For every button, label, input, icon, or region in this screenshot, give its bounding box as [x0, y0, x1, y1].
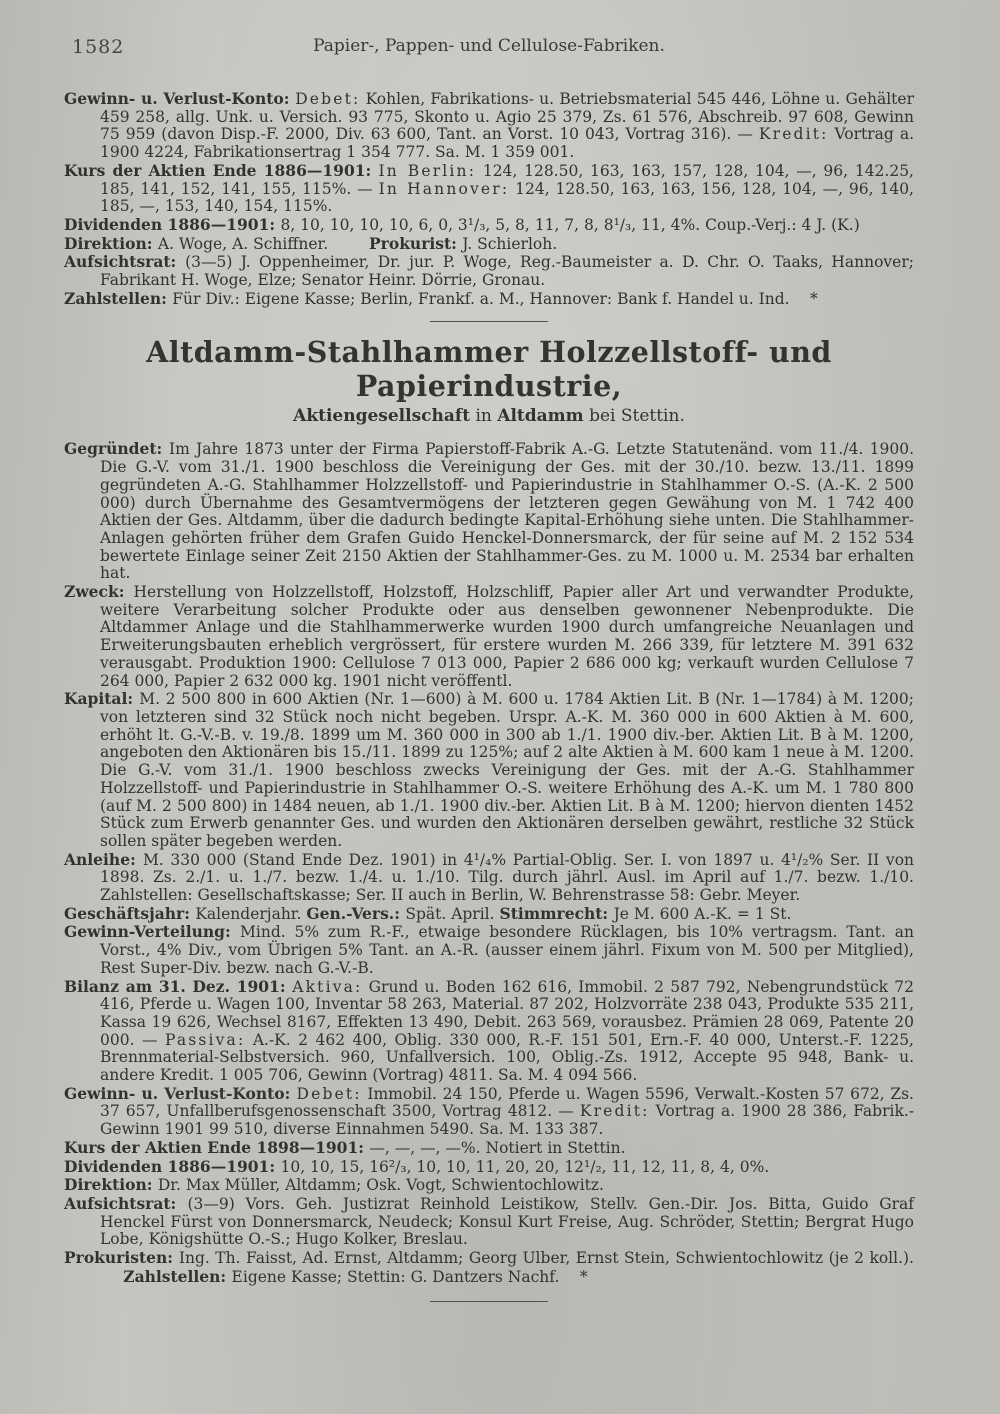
- paragraph-gewinn-verlust-konto: Gewinn- u. Verlust-Konto: Debet: Immobil. 24 150, Pferde u. Wagen 5596, Verwalt.-Kosten 57 672, Zs. 37 657, Unfallberufsgenossenschaft 3500, Vortrag 4812. — Kredit: Vortrag a. 1900 28 386, Fabrik.-Gewinn 1901 99 510, diverse Einnahmen 5490. Sa. M. 133 387.: [64, 1083, 914, 1139]
- paragraph-gewinn-verlust-konto: Gewinn- u. Verlust-Konto: Debet: Kohlen, Fabrikations- u. Betriebsmaterial 545 446, Löhne u. Gehälter 459 258, allg. Unk. u. Versich. 93 775, Skonto u. Agio 25 379, Zs. 61 576, Abschreib. 97 608, Gewinn 75 959 (davon Disp.-F. 2000, Div. 63 600, Tant. an Vorst. 10 043, Vortrag 316). — Kredit: Vortrag a. 1900 4224, Fabrikationsertrag 1 354 777. Sa. M. 1 359 001.: [64, 89, 914, 162]
- paragraph-prokuristen: Prokuristen: Ing. Th. Faisst, Ad. Ernst, Altdamm; Georg Ulber, Ernst Stein, Schwientochlowitz (je 2 koll.). Zahlstellen: Eigene Kasse; Stettin: G. Dantzers Nachf. *: [64, 1248, 914, 1286]
- paragraph-kapital: Kapital: M. 2 500 800 in 600 Aktien (Nr. 1—600) à M. 600 u. 1784 Aktien Lit. B (Nr. 1—1784) à M. 1200; von letzteren sind 32 Stück noch nicht begeben. Urspr. A.-K. M. 360 000 in 600 Aktien à M. 600, erhöht lt. G.-V.-B. v. 19./8. 1899 um M. 360 000 in 300 ab 1./1. 1900 div.-ber. Aktien Lit. B à M. 1200, angeboten den Aktionären bis 15./11. 1899 zu 125%; auf 2 alte Aktien à M. 600 kam 1 neue à M. 1200. Die G.-V. vom 31./1. 1900 beschloss zwecks Vereinigung der Ges. mit der A.-G. Stahlhammer Holzzellstoff- und Papierindustrie in Stahlhammer O.-S. weitere Erhöhung des A.-K. um M. 1 780 800 (auf M. 2 500 800) in 1484 neuen, ab 1./1. 1900 div.-ber. Aktien Lit. B à M. 1200; hiervon dienten 1452 Stück zum Erwerb genannter Ges. und wurden den Aktionären derselben gewährt, restliche 32 Stück sollen später begeben werden.: [64, 689, 914, 850]
- paragraph-aufsichtsrat: Aufsichtsrat: (3—5) J. Oppenheimer, Dr. jur. P. Woge, Reg.-Baumeister a. D. Chr. O. Taaks, Hannover; Fabrikant H. Woge, Elze; Senator Heinr. Dörrie, Gronau.: [64, 252, 914, 290]
- page-header: [64, 36, 914, 62]
- paragraph-gewinn-verteilung: Gewinn-Verteilung: Mind. 5% zum R.-F., etwaige besondere Rücklagen, bis 10% vertragsm. Tant. an Vorst., 4% Div., vom Übrigen 5% Tant. an A.-R. (ausser einem jährl. Fixum von M. 500 per Mitglied), Rest Super-Div. bezw. nach G.-V.-B.: [64, 922, 914, 977]
- paragraph-anleihe: Anleihe: M. 330 000 (Stand Ende Dez. 1901) in 4¹/₄% Partial-Oblig. Ser. I. von 1897 u. 4¹/₂% Ser. II von 1898. Zs. 2./1. u. 1./7. bezw. 1./4. u. 1./10. Tilg. durch jährl. Ausl. im April auf 1./7. bezw. 1./10. Zahlstellen: Gesellschaftskasse; Ser. II auch in Berlin, W. Behrenstrasse 58: Gebr. Meyer.: [64, 849, 915, 905]
- entry-altdamm-stahlhammer: [64, 335, 914, 1286]
- entry-previous-company: [64, 90, 914, 308]
- company-subtitle: Aktiengesellschaft in Altdamm bei Stettin.: [293, 406, 685, 427]
- paragraph-kurs-der-aktien: Kurs der Aktien Ende 1886—1901: In Berlin: 124, 128.50, 163, 163, 157, 128, 104, —, 96, 142.25, 185, 141, 152, 141, 155, 115%. — In Hannover: 124, 128.50, 163, 163, 156, 128, 104, —, 96, 140, 185, —, 153, 140, 154, 115%.: [64, 160, 914, 216]
- paragraph-zahlstellen: Zahlstellen: Für Div.: Eigene Kasse; Berlin, Frankf. a. M., Hannover: Bank f. Handel u. Ind. *: [64, 288, 818, 308]
- entry-end-rule: [430, 1301, 548, 1302]
- paragraph-gegruendet: Gegründet: Im Jahre 1873 unter der Firma Papierstoff-Fabrik A.-G. Letzte Statutenänd. vom 11./4. 1900. Die G.-V. vom 31./1. 1900 beschloss die Vereinigung der Ges. mit der 30./10. bezw. 13./11. 1899 gegründeten A.-G. Stahlhammer Holzzellstoff- und Papierindustrie in Stahlhammer O.-S. (A.-K. 2 500 000) durch Übernahme des Gesamtvermögens der letzteren gegen Gewähung von M. 1 742 400 Aktien der Ges. Altdamm, über die dadurch bedingte Kapital-Erhöhung siehe unten. Die Stahlhammer-Anlagen gehörten früher dem Grafen Guido Henckel-Donnersmarck, der für seine auf M. 2 152 534 bewertete Einlage seiner Zeit 2150 Aktien der Stahlhammer-Ges. zu M. 1000 u. M. 2534 bar erhalten hat.: [64, 439, 914, 583]
- paragraph-direktion: Direktion: Dr. Max Müller, Altdamm; Osk. Vogt, Schwientochlowitz.: [64, 1175, 604, 1195]
- paragraph-dividenden: Dividenden 1886—1901: 8, 10, 10, 10, 10, 6, 0, 3¹/₃, 5, 8, 11, 7, 8, 8¹/₃, 11, 4%. Coup.-Verj.: 4 J. (K.): [64, 214, 860, 234]
- paragraph-geschaeftsjahr: Geschäftsjahr: Kalenderjahr. Gen.-Vers.: Spät. April. Stimmrecht: Je M. 600 A.-K. = 1 St.: [64, 903, 792, 923]
- page-number: 1582: [72, 36, 125, 58]
- company-title: Altdamm-Stahlhammer Holzzellstoff- und Papierindustrie,: [146, 335, 832, 404]
- paragraph-bilanz: Bilanz am 31. Dez. 1901: Aktiva: Grund u. Boden 162 616, Immobil. 2 587 792, Nebengrundstück 72 416, Pferde u. Wagen 100, Inventar 58 263, Material. 87 202, Holzvorräte 238 043, Produkte 535 211, Kassa 19 626, Wechsel 8167, Effekten 13 490, Debit. 263 569, vorausbez. Prämien 28 069, Patente 20 000. — Passiva: A.-K. 2 462 400, Oblig. 330 000, R.-F. 151 501, Ern.-F. 40 000, Unterst.-F. 1225, Brennmaterial-Selbstversich. 960, Unfallversich. 100, Oblig.-Zs. 1912, Accepte 95 948, Bank- u. andere Kredit. 1 005 706, Gewinn (Vortrag) 4811. Sa. M. 4 094 566.: [64, 976, 914, 1085]
- running-title: Papier-, Pappen- und Cellulose-Fabriken.: [313, 36, 665, 56]
- section-divider-rule: [430, 321, 548, 322]
- paragraph-direktion: Direktion: A. Woge, A. Schiffner. Prokurist: J. Schierloh.: [64, 233, 558, 253]
- paragraph-dividenden: Dividenden 1886—1901: 10, 10, 15, 16²/₃, 10, 10, 11, 20, 20, 12¹/₂, 11, 12, 11, 8, 4, 0%.: [64, 1156, 770, 1176]
- paragraph-kurs-der-aktien: Kurs der Aktien Ende 1898—1901: —, —, —, —%. Notiert in Stettin.: [64, 1137, 626, 1157]
- paragraph-aufsichtsrat: Aufsichtsrat: (3—9) Vors. Geh. Justizrat Reinhold Leistikow, Stellv. Gen.-Dir. Jos. Bitta, Guido Graf Henckel Fürst von Donnersmarck, Neudeck; Konsul Kurt Freise, Aug. Schröder, Stettin; Bergrat Hugo Lobe, Königshütte O.-S.; Hugo Kolker, Breslau.: [64, 1193, 914, 1249]
- paragraph-zweck: Zweck: Herstellung von Holzzellstoff, Holzstoff, Holzschliff, Papier aller Art und verwandter Produkte, weitere Verarbeitung solcher Produkte oder aus denselben gewonnener Nebenprodukte. Die Altdammer Anlage und die Stahlhammerwerke wurden 1900 durch umfangreiche Neuanlagen und Erweiterungsbauten erheblich vergrössert, für erstere wurden M. 266 339, für letztere M. 391 632 verausgabt. Produktion 1900: Cellulose 7 013 000, Papier 2 686 000 kg; verkauft wurden Cellulose 7 264 000, Papier 2 632 000 kg. 1901 nicht veröffentl.: [64, 582, 914, 690]
